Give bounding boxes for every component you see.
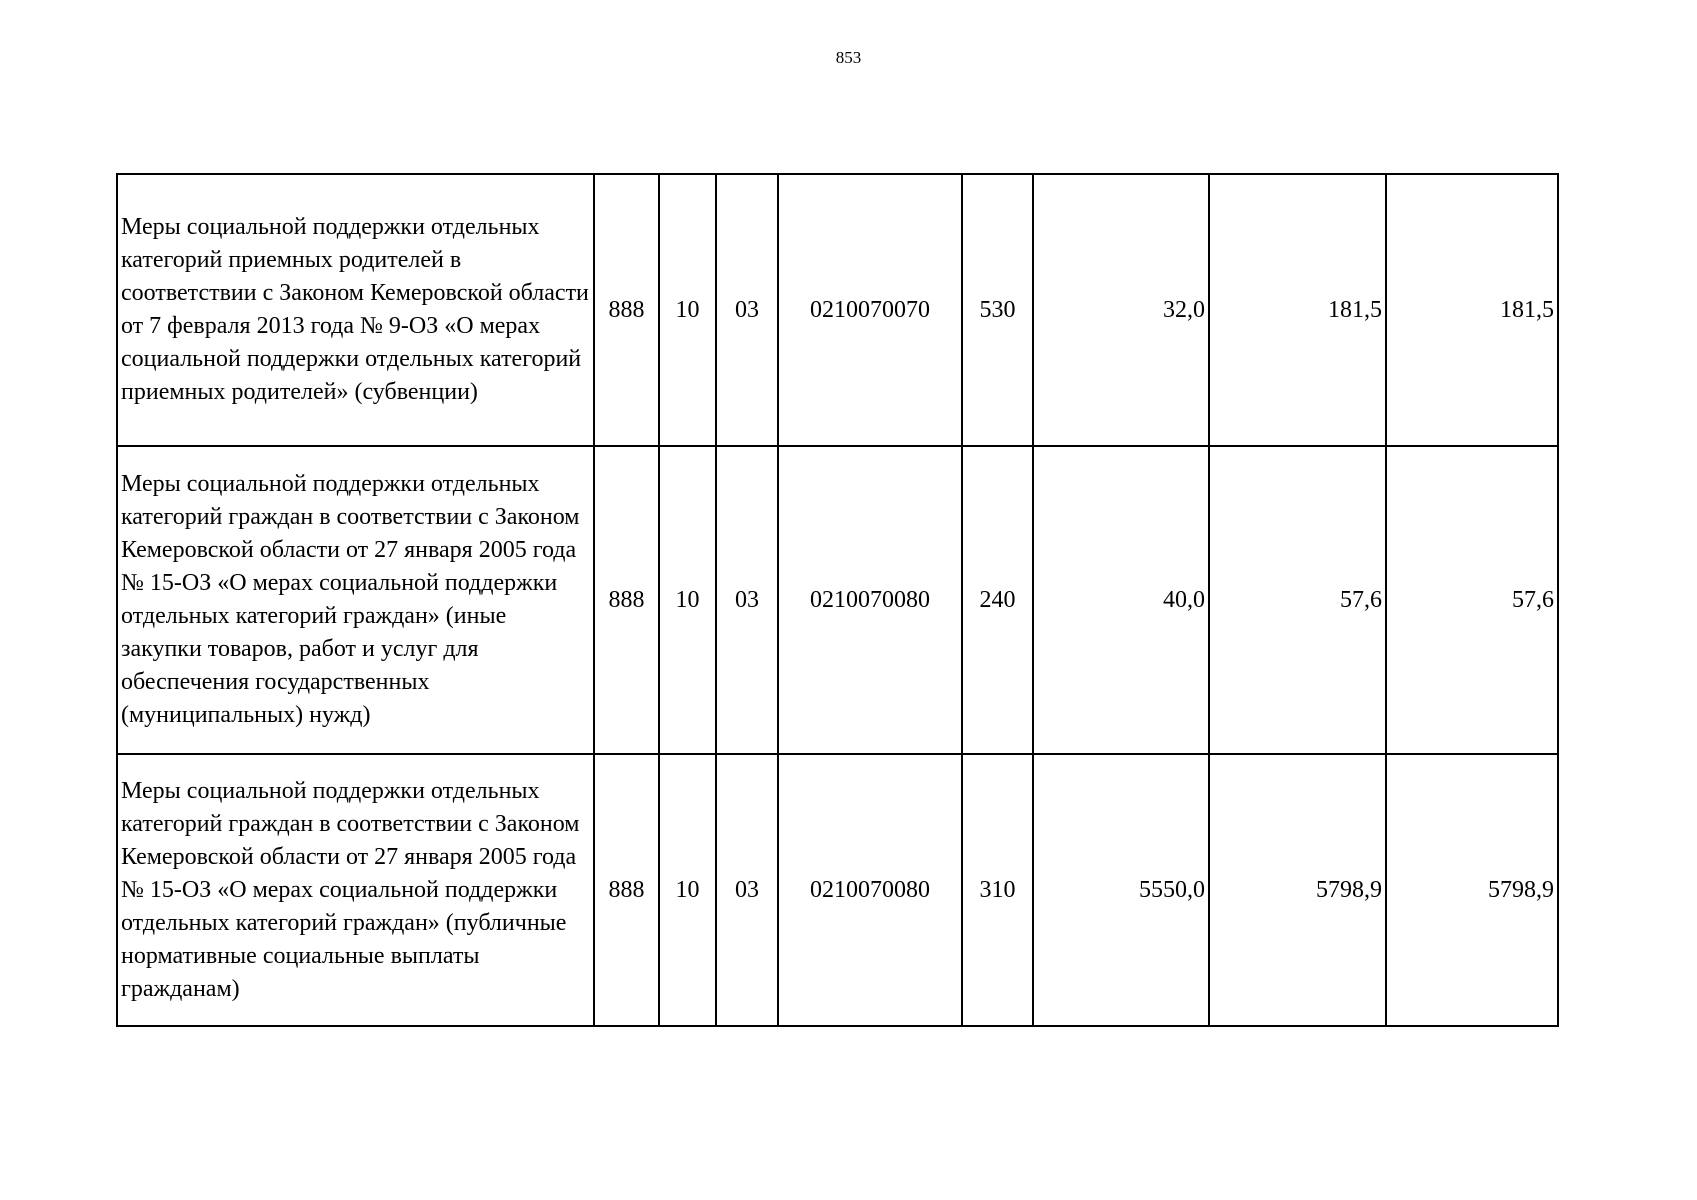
subsection-cell: 03	[716, 754, 778, 1026]
amount-2-cell: 57,6	[1209, 446, 1386, 754]
table-row	[117, 754, 1558, 1026]
budget-table	[116, 173, 1559, 1027]
ministry-code-cell: 888	[594, 174, 659, 446]
description-cell: Меры социальной поддержки отдельных категорий приемных родителей в соответствии с Законом Кемеровской области от 7 февраля 2013 года № 9-ОЗ «О мерах социальной поддержки отдельных категорий приемных родителей» (субвенции)	[117, 174, 594, 446]
amount-3-cell: 5798,9	[1386, 754, 1558, 1026]
description-cell: Меры социальной поддержки отдельных категорий граждан в соответствии с Законом Кемеровской области от 27 января 2005 года № 15-ОЗ «О мерах социальной поддержки отдельных категорий граждан» (публичные нормативные социальные выплаты гражданам)	[117, 754, 594, 1026]
table-row	[117, 174, 1558, 446]
page-number: 853	[835, 48, 862, 67]
amount-3-cell: 181,5	[1386, 174, 1558, 446]
subsection-cell: 03	[716, 174, 778, 446]
ministry-code-cell: 888	[594, 446, 659, 754]
target-article-cell: 0210070080	[778, 754, 962, 1026]
target-article-cell: 0210070080	[778, 446, 962, 754]
amount-1-cell: 32,0	[1033, 174, 1209, 446]
expense-type-cell: 530	[962, 174, 1033, 446]
amount-2-cell: 5798,9	[1209, 754, 1386, 1026]
ministry-code-cell: 888	[594, 754, 659, 1026]
target-article-cell: 0210070070	[778, 174, 962, 446]
section-cell: 10	[659, 446, 716, 754]
table-row	[117, 446, 1558, 754]
amount-3-cell: 57,6	[1386, 446, 1558, 754]
description-cell: Меры социальной поддержки отдельных категорий граждан в соответствии с Законом Кемеровской области от 27 января 2005 года № 15-ОЗ «О мерах социальной поддержки отдельных категорий граждан» (иные закупки товаров, работ и услуг для обеспечения государственных (муниципальных) нужд)	[117, 446, 594, 754]
expense-type-cell: 240	[962, 446, 1033, 754]
amount-1-cell: 5550,0	[1033, 754, 1209, 1026]
expense-type-cell: 310	[962, 754, 1033, 1026]
section-cell: 10	[659, 754, 716, 1026]
amount-1-cell: 40,0	[1033, 446, 1209, 754]
amount-2-cell: 181,5	[1209, 174, 1386, 446]
subsection-cell: 03	[716, 446, 778, 754]
section-cell: 10	[659, 174, 716, 446]
